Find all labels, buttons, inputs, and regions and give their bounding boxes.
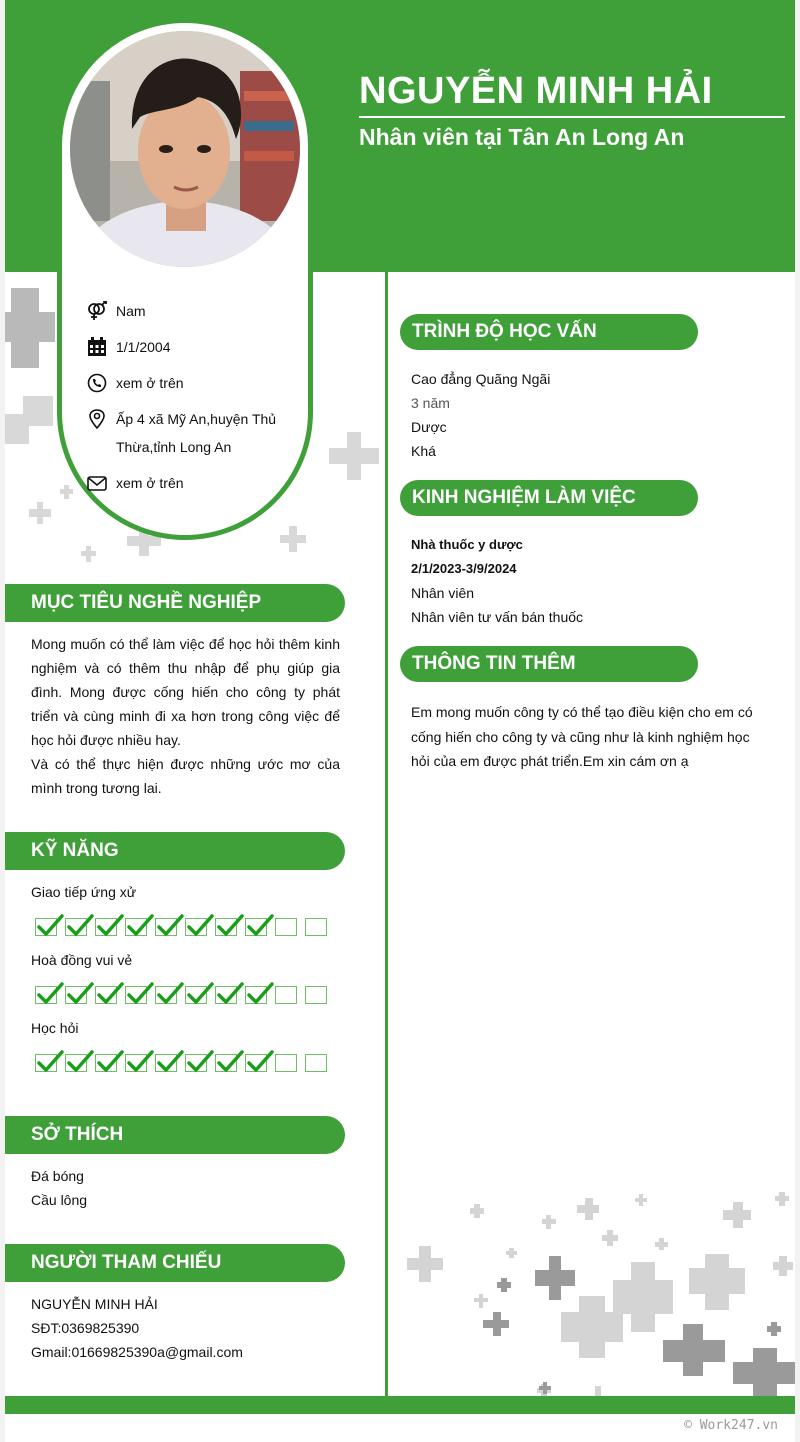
hobbies-heading: SỞ THÍCH	[5, 1116, 345, 1154]
reference-email: Gmail:01669825390a@gmail.com	[31, 1344, 243, 1360]
education-school: Cao đẳng Quãng Ngãi	[411, 371, 551, 387]
experience-heading: KINH NGHIỆM LÀM VIỆC	[400, 480, 698, 516]
decorative-crosses-right	[393, 1190, 795, 1396]
checked-box-icon	[125, 918, 147, 936]
watermark: © Work247.vn	[684, 1418, 778, 1433]
empty-box-icon	[305, 1054, 327, 1072]
hobby-item: Cầu lông	[31, 1192, 88, 1208]
contact-info	[86, 301, 286, 509]
checked-box-icon	[35, 918, 57, 936]
experience-period: 2/1/2023-3/9/2024	[411, 561, 517, 576]
objective-heading: MỤC TIÊU NGHỀ NGHIỆP	[5, 584, 345, 622]
column-divider	[385, 272, 388, 1396]
objective-paragraph-1: Mong muốn có thể làm việc để học hỏi thêm kinh nghiệm và có thêm thu nhập để phụ giúp gia đình. Mong được cống hiến cho công ty phát triển và cùng minh đi xa hơn trong công việc để học hỏi được nhiều hay.	[31, 636, 340, 748]
job-title: Nhân viên tại Tân An Long An	[359, 124, 685, 150]
empty-box-icon	[305, 986, 327, 1004]
candidate-name: NGUYỄN MINH HẢI	[359, 70, 713, 112]
skills-heading: KỸ NĂNG	[5, 832, 345, 870]
contact-phone	[86, 373, 286, 397]
empty-box-icon	[275, 918, 297, 936]
name-underline	[359, 116, 785, 118]
birthday-value: 1/1/2004	[116, 339, 171, 355]
cv-page	[5, 0, 795, 1442]
avatar	[70, 31, 300, 267]
address-value: Ấp 4 xã Mỹ An,huyện Thủ Thừa,tỉnh Long An	[116, 411, 277, 455]
checked-box-icon	[95, 986, 117, 1004]
checked-box-icon	[155, 918, 177, 936]
checked-box-icon	[185, 918, 207, 936]
gender-icon	[86, 301, 108, 321]
footer-band	[5, 1396, 795, 1414]
experience-company: Nhà thuốc y dược	[411, 537, 523, 552]
education-major: Dược	[411, 419, 447, 435]
experience-position: Nhân viên	[411, 585, 475, 601]
gender-value: Nam	[116, 303, 146, 319]
checked-box-icon	[245, 986, 267, 1004]
location-icon	[86, 409, 108, 429]
education-grade: Khá	[411, 443, 436, 459]
references-heading: NGƯỜI THAM CHIẾU	[5, 1244, 345, 1282]
checked-box-icon	[35, 1054, 57, 1072]
education-heading: TRÌNH ĐỘ HỌC VẤN	[400, 314, 698, 350]
education-duration: 3 năm	[411, 395, 450, 411]
contact-gender	[86, 301, 286, 325]
objective-paragraph-2: Và có thể thực hiện được những ước mơ của mình trong tương lai.	[31, 756, 340, 796]
skill-rating	[35, 986, 335, 1004]
checked-box-icon	[215, 986, 237, 1004]
calendar-icon	[86, 337, 108, 357]
checked-box-icon	[65, 918, 87, 936]
skill-rating	[35, 1054, 335, 1072]
contact-birthday	[86, 337, 286, 361]
experience-description: Nhân viên tư vấn bán thuốc	[411, 609, 584, 625]
checked-box-icon	[215, 918, 237, 936]
checked-box-icon	[245, 1054, 267, 1072]
checked-box-icon	[155, 986, 177, 1004]
hobby-item: Đá bóng	[31, 1168, 84, 1184]
checked-box-icon	[245, 918, 267, 936]
checked-box-icon	[95, 918, 117, 936]
contact-email	[86, 473, 286, 497]
mail-icon	[86, 473, 108, 493]
empty-box-icon	[275, 1054, 297, 1072]
checked-box-icon	[185, 1054, 207, 1072]
skill-label: Hoà đồng vui vẻ	[31, 952, 133, 968]
checked-box-icon	[155, 1054, 177, 1072]
reference-phone: SĐT:0369825390	[31, 1320, 140, 1336]
reference-name: NGUYỄN MINH HẢI	[31, 1296, 158, 1312]
objective-text	[31, 632, 340, 800]
checked-box-icon	[215, 1054, 237, 1072]
additional-text: Em mong muốn công ty có thể tạo điều kiện cho em có cống hiến cho công ty và cũng như là kinh nghiệm học hỏi của em được phát triển.Em xin cám ơn ạ	[411, 704, 753, 769]
checked-box-icon	[65, 986, 87, 1004]
skill-label: Giao tiếp ứng xử	[31, 884, 137, 900]
checked-box-icon	[185, 986, 207, 1004]
profile-card	[57, 18, 313, 540]
checked-box-icon	[125, 1054, 147, 1072]
skill-rating	[35, 918, 335, 936]
additional-heading: THÔNG TIN THÊM	[400, 646, 698, 682]
checked-box-icon	[95, 1054, 117, 1072]
email-value: xem ở trên	[116, 475, 184, 491]
contact-address	[86, 409, 286, 461]
checked-box-icon	[35, 986, 57, 1004]
skill-label: Học hỏi	[31, 1020, 79, 1036]
checked-box-icon	[125, 986, 147, 1004]
empty-box-icon	[275, 986, 297, 1004]
empty-box-icon	[305, 918, 327, 936]
phone-icon	[86, 373, 108, 393]
checked-box-icon	[65, 1054, 87, 1072]
phone-value: xem ở trên	[116, 375, 184, 391]
